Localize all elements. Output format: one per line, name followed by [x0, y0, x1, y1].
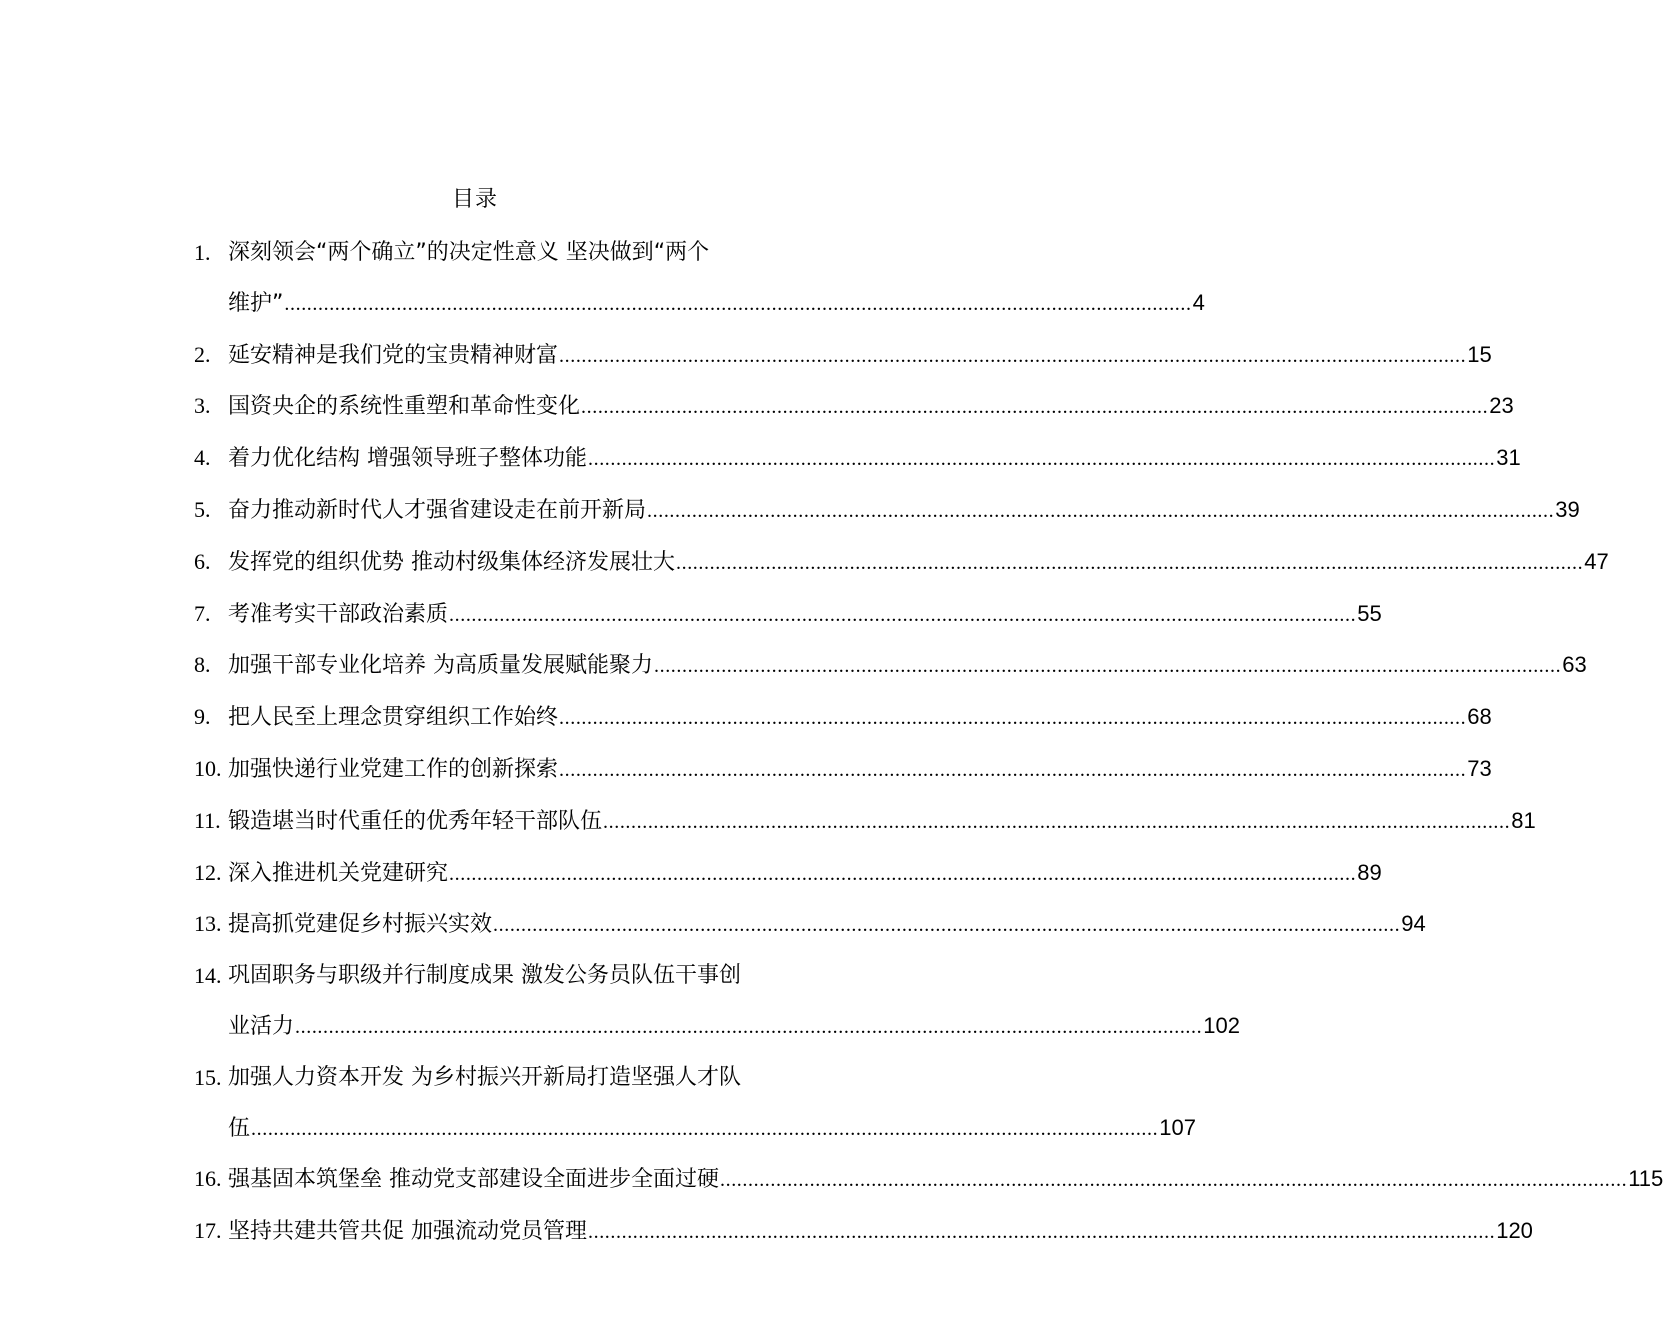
toc-title: 目录 [451, 187, 498, 212]
dot-leader: .................................................................................................................................................................. [720, 1169, 1628, 1192]
dot-leader: .................................................................................................................................................................. [588, 448, 1496, 471]
dot-leader: .................................................................................................................................................................. [603, 810, 1511, 833]
toc-entry-page-number: 23 [1489, 393, 1514, 419]
toc-entry-number: 4. [194, 445, 211, 471]
toc-entry-title: 巩固职务与职级并行制度成果 激发公务员队伍干事创 [228, 963, 741, 989]
toc-entry-page-number: 115 [1628, 1166, 1663, 1192]
toc-entry-title: 着力优化结构 增强领导班子整体功能 [228, 446, 587, 472]
toc-entry-title: 提高抓党建促乡村振兴实效 [228, 912, 493, 938]
toc-entry-page-number: 107 [1159, 1114, 1196, 1140]
dot-leader: .................................................................................................................................................................. [559, 707, 1467, 730]
dot-leader: .................................................................................................................................................................. [295, 1015, 1203, 1038]
toc-entry[interactable] [194, 537, 1609, 589]
toc-entry-title: 奋力推动新时代人才强省建设走在前开新局 [228, 497, 647, 523]
toc-entry-body [228, 744, 1492, 796]
toc-entry-number: 6. [194, 548, 211, 574]
toc-entry-title-line [228, 848, 1382, 900]
toc-entry-title-line [228, 640, 1587, 692]
toc-entry[interactable] [194, 692, 1492, 744]
dot-leader: .................................................................................................................................................................. [284, 292, 1192, 315]
toc-entry-title-line [228, 1103, 1196, 1155]
toc-entry-title: 考准考实干部政治素质 [228, 601, 449, 627]
toc-entry-page-number: 81 [1511, 807, 1536, 833]
toc-entry[interactable] [194, 433, 1521, 485]
toc-entry-page-number: 55 [1357, 600, 1382, 626]
toc-entry-title-line [228, 330, 1492, 382]
toc-entry-title-line [228, 796, 1536, 848]
toc-entry[interactable] [194, 1053, 1196, 1155]
toc-entry[interactable] [194, 1206, 1533, 1258]
toc-entry[interactable] [194, 640, 1587, 692]
toc-entry[interactable] [194, 1154, 1663, 1206]
toc-entry-title: 加强干部专业化培养 为高质量发展赋能聚力 [228, 653, 653, 679]
dot-leader: .................................................................................................................................................................. [654, 655, 1562, 678]
toc-entry-body [228, 381, 1514, 433]
toc-entry-number: 7. [194, 600, 211, 626]
toc-entry-number: 8. [194, 652, 211, 678]
toc-entry-page-number: 39 [1555, 496, 1580, 522]
toc-entry-title-line [228, 744, 1492, 796]
toc-entry-number: 13. [194, 911, 222, 937]
toc-entry-title-line [228, 278, 1205, 330]
toc-entry-title: 深入推进机关党建研究 [228, 860, 449, 886]
toc-entry-title: 伍 [228, 1115, 251, 1141]
toc-entry-number: 12. [194, 859, 222, 885]
dot-leader: .................................................................................................................................................................. [493, 914, 1401, 937]
toc-entry-number: 1. [194, 240, 211, 265]
toc-entry-body [228, 1154, 1663, 1206]
toc-entry-title: 锻造堪当时代重任的优秀年轻干部队伍 [228, 808, 603, 834]
toc-entry-page-number: 31 [1496, 445, 1521, 471]
toc-entry[interactable] [194, 744, 1492, 796]
toc-entry[interactable] [194, 796, 1536, 848]
toc-entry-title-line [228, 228, 806, 278]
toc-entry[interactable] [194, 330, 1492, 382]
toc-entry[interactable] [194, 228, 1205, 330]
toc-entry-number: 3. [194, 393, 211, 419]
toc-entry-number: 15. [194, 1064, 222, 1090]
toc-entry-title: 加强人力资本开发 为乡村振兴开新局打造坚强人才队 [228, 1064, 741, 1090]
toc-entry-title-line [228, 692, 1492, 744]
toc-entry-title-line [228, 537, 1609, 589]
toc-entry-title-line [228, 1206, 1533, 1258]
dot-leader: .................................................................................................................................................................. [581, 396, 1489, 419]
toc-entry-body [228, 692, 1492, 744]
toc-entry-page-number: 63 [1562, 652, 1587, 678]
toc-entry[interactable] [194, 381, 1514, 433]
dot-leader: .................................................................................................................................................................. [559, 758, 1467, 781]
toc-entry[interactable] [194, 485, 1580, 537]
toc-entry-title: 维护” [228, 290, 284, 316]
toc-entry-page-number: 4 [1192, 289, 1205, 315]
toc-entry-body [228, 537, 1609, 589]
toc-entry-page-number: 94 [1401, 911, 1426, 937]
toc-entry-title: 坚持共建共管共促 加强流动党员管理 [228, 1219, 587, 1245]
toc-entry-number: 11. [194, 807, 221, 833]
toc-entry-title: 国资央企的系统性重塑和革命性变化 [228, 394, 581, 420]
dot-leader: .................................................................................................................................................................. [251, 1117, 1159, 1140]
toc-entry-title: 发挥党的组织优势 推动村级集体经济发展壮大 [228, 549, 675, 575]
toc-entry-body [228, 433, 1521, 485]
toc-entry[interactable] [194, 899, 1426, 951]
toc-entry-body [228, 899, 1426, 951]
toc-entry-title: 强基固本筑堡垒 推动党支部建设全面进步全面过硬 [228, 1167, 719, 1193]
toc-entry-page-number: 102 [1203, 1012, 1240, 1038]
toc-entry-body [228, 796, 1536, 848]
toc-entry-page-number: 120 [1496, 1218, 1533, 1244]
toc-entry-title: 深刻领会“两个确立”的决定性意义 坚决做到“两个 [228, 240, 710, 265]
toc-entry-body [228, 640, 1587, 692]
dot-leader: .................................................................................................................................................................. [676, 551, 1584, 574]
table-of-contents [194, 228, 1663, 1258]
toc-entry-title-line [228, 1154, 1663, 1206]
dot-leader: .................................................................................................................................................................. [449, 862, 1357, 885]
toc-entry-page-number: 68 [1467, 704, 1492, 730]
toc-entry-title-line [228, 1053, 806, 1103]
toc-entry-number: 5. [194, 496, 211, 522]
toc-entry-title: 业活力 [228, 1013, 295, 1039]
toc-entry-page-number: 89 [1357, 859, 1382, 885]
toc-entry-body [228, 589, 1382, 641]
toc-entry-title: 延安精神是我们党的宝贵精神财富 [228, 342, 559, 368]
toc-entry-page-number: 73 [1467, 755, 1492, 781]
toc-entry-title-line [228, 951, 806, 1001]
dot-leader: .................................................................................................................................................................. [588, 1221, 1496, 1244]
toc-entry-body [228, 228, 1205, 330]
toc-entry-number: 14. [194, 963, 222, 989]
toc-entry-body [228, 1053, 1196, 1155]
toc-entry-title-line [228, 433, 1521, 485]
toc-entry-title-line [228, 899, 1426, 951]
dot-leader: .................................................................................................................................................................. [559, 344, 1467, 367]
toc-entry[interactable] [194, 589, 1382, 641]
toc-entry[interactable] [194, 848, 1382, 900]
toc-entry-title-line [228, 1001, 1240, 1053]
toc-entry-body [228, 330, 1492, 382]
toc-entry-title-line [228, 381, 1514, 433]
toc-entry-body [228, 848, 1382, 900]
toc-entry-number: 17. [194, 1218, 222, 1244]
toc-entry-body [228, 951, 1240, 1053]
toc-entry-title-line [228, 589, 1382, 641]
toc-entry-page-number: 15 [1467, 341, 1492, 367]
toc-entry-number: 2. [194, 341, 211, 367]
toc-entry[interactable] [194, 951, 1240, 1053]
dot-leader: .................................................................................................................................................................. [647, 499, 1555, 522]
dot-leader: .................................................................................................................................................................. [449, 603, 1357, 626]
toc-entry-number: 16. [194, 1166, 222, 1192]
toc-entry-page-number: 47 [1584, 548, 1609, 574]
toc-entry-body [228, 485, 1580, 537]
toc-entry-title-line [228, 485, 1580, 537]
toc-entry-title: 把人民至上理念贯穿组织工作始终 [228, 705, 559, 731]
toc-entry-title: 加强快递行业党建工作的创新探索 [228, 756, 559, 782]
toc-entry-number: 10. [194, 755, 222, 781]
toc-entry-body [228, 1206, 1533, 1258]
toc-entry-number: 9. [194, 704, 211, 730]
